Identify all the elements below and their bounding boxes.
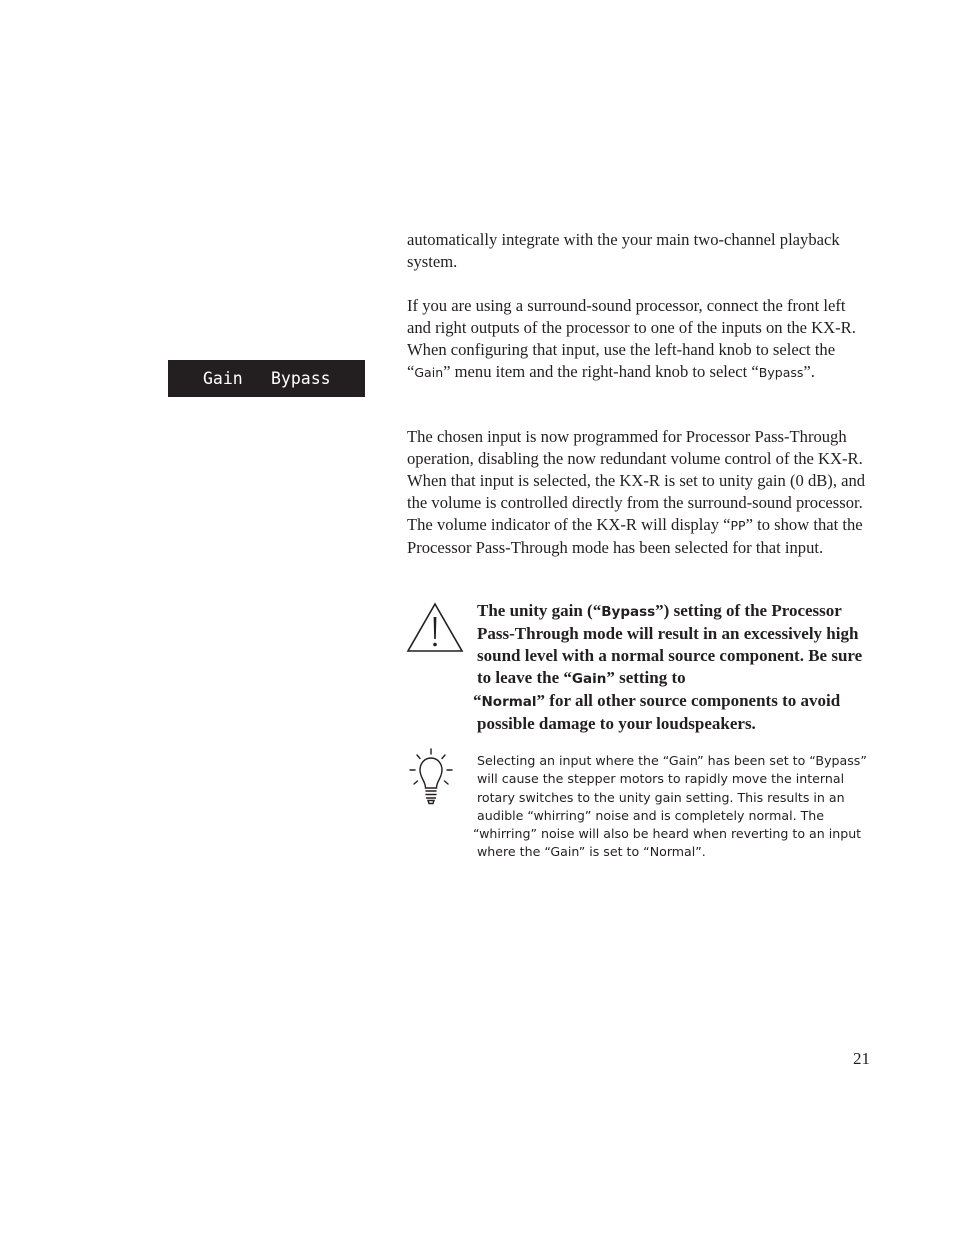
inline-gain-bold: Gain [571,671,607,687]
inline-normal-bold: Normal [481,694,537,710]
page-number: 21 [853,1049,870,1068]
display-bypass-label: Bypass [271,369,331,388]
inline-gain: Gain [414,365,444,380]
warning-note: The unity gain (“Bypass”) setting of the Processor Pass-Through mode will result in an excessively high sound level with a normal source component. Be sure to leave the “Gain” setting to “Normal” for all other source components to avoid possible damage to your loudspeakers. [473,601,863,733]
inline-pp: PP [730,518,746,533]
inline-bypass-bold: Bypass [601,604,656,620]
lightbulb-icon [408,748,454,806]
paragraph-integration: automatically integrate with the your main two-channel playback system. [407,230,840,271]
inline-bypass: Bypass [758,365,804,380]
warning-triangle-icon [405,601,465,655]
tip-note: Selecting an input where the “Gain” has been set to “Bypass” will cause the stepper motors to rapidly move the internal rotary switches to the unity gain setting. This results in an audible “whirring” noise and is completely normal. The “whirring” noise will also be heard when reverting to an input where the “Gain” is set to “Normal”. [473,753,867,860]
paragraph-pass-through: The chosen input is now programmed for Processor Pass-Through operation, disabling the now redundant volume control of the KX-R. When that input is selected, the KX-R is set to unity gain (0 dB), and the volume is controlled directly from the surround-sound processor. The volume indicator of the KX-R will display “PP” to show that the Processor Pass-Through mode has been selected for that input. [407,427,866,557]
display-gain-label: Gain [203,369,243,388]
paragraph-surround-processor: If you are using a surround-sound processor, connect the front left and right outputs of the processor to one of the inputs on the KX-R. When configuring that input, use the left-hand knob to select the “Gain” menu item and the right-hand knob to select “Bypass”. [407,296,856,381]
front-panel-display [168,360,365,397]
